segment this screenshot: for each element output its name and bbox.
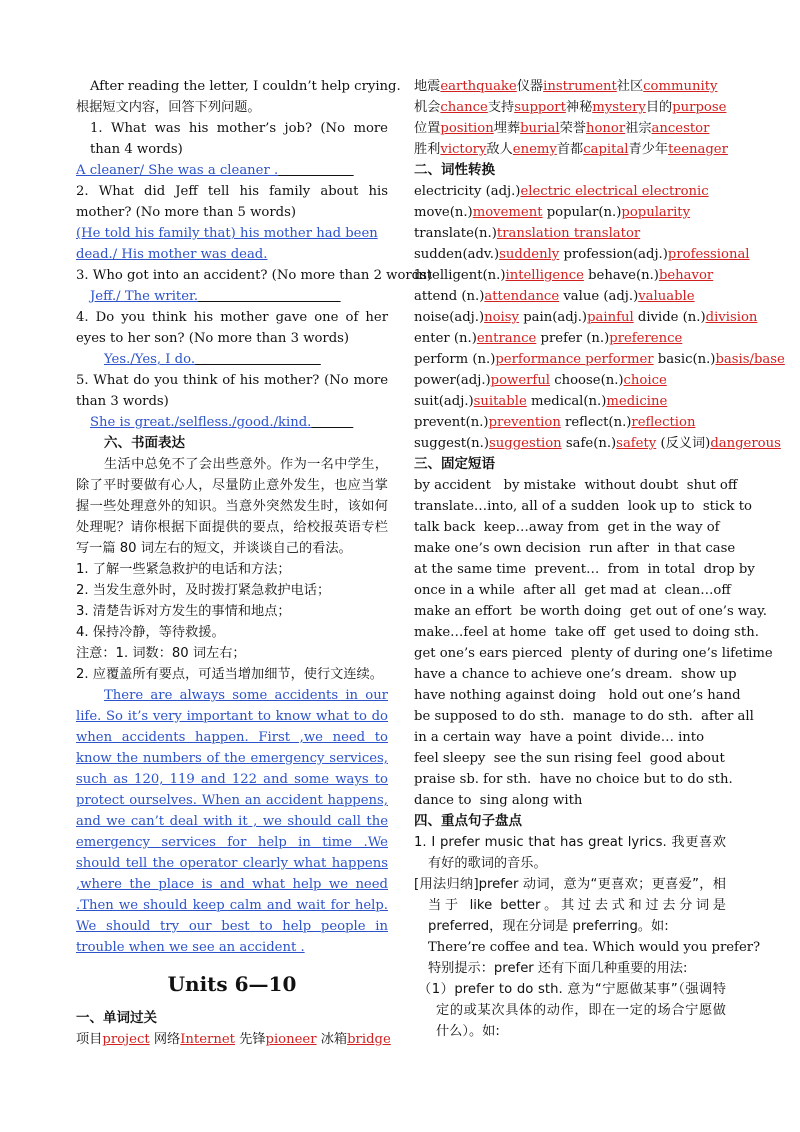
word-form-key: divide (n.) — [637, 310, 706, 325]
point-3: 3. 清楚告诉对方发生的事情和地点； — [76, 604, 291, 619]
vocab-en: honor — [586, 121, 626, 136]
vocab-en: community — [643, 79, 718, 94]
word-form-key: (反义词) — [660, 436, 711, 451]
word-form-row — [414, 391, 726, 412]
word-form-key: prefer (n.) — [540, 331, 610, 346]
vocab-en: burial — [520, 121, 560, 136]
phrase-line: praise sb. for sth. have no choice but to do sth. — [414, 772, 733, 787]
answer-1: A cleaner/ She was a cleaner . — [76, 163, 279, 178]
units-title: Units 6—10 — [167, 972, 297, 996]
word-form-key: noise(adj.) — [414, 310, 485, 325]
word-form-answer: valuable — [638, 289, 695, 304]
word-form-answer: choice — [623, 373, 667, 388]
word-form-answer: basis/base — [715, 352, 785, 367]
word-form-key: perform (n.) — [414, 352, 496, 367]
vocab-en: support — [514, 100, 566, 115]
phrase-line: have nothing against doing hold out one’s hand — [414, 688, 741, 703]
question-1: 1. What was his mother’s job? (No more than 4 words) — [90, 121, 388, 157]
phrase-line: make…feel at home take off get used to doing sth. — [414, 625, 759, 640]
sentence-1-example: There’re coffee and tea. Which would you prefer? — [428, 940, 761, 955]
vocab-rows — [414, 76, 726, 160]
section-3-title: 三、固定短语 — [414, 456, 495, 472]
word-form-answer: performance performer — [495, 352, 654, 367]
sentence-1-usage: [用法归纳]prefer 动词，意为“更喜欢；更喜爱”，相当于 like better。其过去式和过去分词是 preferred，现在分词是 preferring。如: — [414, 877, 726, 934]
word-form-answer: medicine — [606, 394, 668, 409]
word-form-key: safe(n.) — [565, 436, 617, 451]
phrase-line: dance to sing along with — [414, 793, 583, 808]
vocab-cn: 先锋 — [239, 1032, 266, 1047]
word-form-answer: attendance — [484, 289, 560, 304]
vocab-cn: 胜利 — [414, 142, 441, 157]
vocab-cn: 支持 — [487, 100, 515, 115]
word-form-answer: electric electrical electronic — [520, 184, 709, 199]
word-form-key: power(adj.) — [414, 373, 491, 388]
word-form-key: pain(adj.) — [523, 310, 588, 325]
word-form-answer: suggestion — [489, 436, 562, 451]
word-form-answer: painful — [587, 310, 634, 325]
word-form-row — [414, 412, 726, 433]
word-form-key: medical(n.) — [530, 394, 607, 409]
phrase-line: feel sleepy see the sun rising feel good about — [414, 751, 725, 766]
task-line: 根据短文内容，回答下列问题。 — [76, 100, 261, 115]
word-form-key: move(n.) — [414, 205, 473, 220]
section-1-title: 一、单词过关 — [76, 1010, 157, 1026]
sentence-1-point-1: （1）prefer to do sth. 意为“宁愿做某事”（强调特定的或某次具体的动作，即在一定的场合宁愿做什么）。如: — [418, 982, 726, 1039]
vocab-cn: 社区 — [616, 79, 644, 94]
point-1: 1. 了解一些紧急救护的电话和方法； — [76, 562, 291, 577]
phrase-line: once in a while after all get mad at clean…off — [414, 583, 731, 598]
vocab-en: pioneer — [265, 1032, 317, 1047]
vocab-en: mystery — [592, 100, 646, 115]
word-form-key: popular(n.) — [546, 205, 622, 220]
intro-line: After reading the letter, I couldn’t help crying. — [90, 79, 401, 94]
word-form-key: choose(n.) — [554, 373, 624, 388]
word-form-answer: behavor — [658, 268, 714, 283]
question-5: 5. What do you think of his mother? (No more than 3 words) — [76, 373, 388, 409]
vocab-en: earthquake — [440, 79, 517, 94]
phrase-line: be supposed to do sth. manage to do sth. after all — [414, 709, 754, 724]
word-form-answer: suddenly — [499, 247, 560, 262]
word-form-answer: safety — [616, 436, 657, 451]
vocab-cn: 祖宗 — [625, 121, 652, 136]
point-4: 4. 保持冷静，等待救援。 — [76, 625, 225, 640]
vocab-cn: 青少年 — [628, 142, 669, 157]
question-2: 2. What did Jeff tell his family about his mother? (No more than 5 words) — [76, 184, 388, 220]
vocab-cn: 项目 — [76, 1032, 103, 1047]
phrase-line: make one’s own decision run after in that case — [414, 541, 736, 556]
word-form-answer: division — [705, 310, 758, 325]
phrase-line: have a chance to achieve one’s dream. show up — [414, 667, 737, 682]
word-form-answer: dangerous — [710, 436, 781, 451]
vocab-row — [414, 118, 726, 139]
word-form-key: sudden(adv.) — [414, 247, 500, 262]
vocab-en: position — [440, 121, 494, 136]
word-form-key: behave(n.) — [588, 268, 659, 283]
phrase-line: make an effort be worth doing get out of one’s way. — [414, 604, 767, 619]
word-form-answer: popularity — [621, 205, 691, 220]
vocab-line-1 — [76, 1029, 391, 1050]
word-form-key: attend (n.) — [414, 289, 485, 304]
question-4: 4. Do you think his mother gave one of her eyes to her son? (No more than 3 words) — [76, 310, 388, 346]
right-column — [414, 76, 785, 1042]
phrase-list — [414, 475, 773, 811]
phrase-line: translate…into, all of a sudden look up to stick to — [414, 499, 752, 514]
note-1: 注意：1. 词数：80 词左右； — [76, 646, 246, 661]
vocab-cn: 敌人 — [486, 142, 513, 157]
word-form-row — [414, 433, 781, 454]
writing-prompt: 生活中总免不了会出些意外。作为一名中学生，除了平时要做有心人，尽量防止意外发生，也应当掌握一些处理意外的知识。当意外突然发生时，该如何处理呢？请你根据下面提供的要点，给校报英语专栏写一篇 80 词左右的短文，并谈谈自己的看法。 — [76, 457, 388, 556]
word-form-answer: translation translator — [496, 226, 641, 241]
vocab-en: victory — [440, 142, 487, 157]
sentence-1: 1. I prefer music that has great lyrics. 我更喜欢有好的歌词的音乐。 — [414, 835, 726, 871]
word-form-row — [414, 307, 758, 328]
answer-4: Yes./Yes, I do. — [104, 352, 196, 367]
word-form-key: translate(n.) — [414, 226, 497, 241]
vocab-cn: 机会 — [414, 100, 441, 115]
phrase-line: in a certain way have a point divide… into — [414, 730, 705, 745]
word-form-key: value (adj.) — [563, 289, 639, 304]
note-2: 2. 应覆盖所有要点，可适当增加细节，使行文连续。 — [76, 667, 383, 682]
word-form-answer: preference — [609, 331, 683, 346]
word-form-row — [414, 223, 726, 244]
vocab-cn: 神秘 — [565, 100, 593, 115]
vocab-en: instrument — [543, 79, 617, 94]
word-form-row — [414, 370, 726, 391]
vocab-cn: 地震 — [414, 79, 441, 94]
phrase-line: talk back keep…away from get in the way of — [414, 520, 720, 535]
phrase-line: by accident by mistake without doubt shut off — [414, 478, 738, 493]
vocab-cn: 荣誉 — [559, 121, 586, 136]
section-2-title: 二、词性转换 — [414, 162, 495, 178]
vocab-en: project — [102, 1032, 150, 1047]
word-form-key: reflect(n.) — [565, 415, 632, 430]
answer-3: Jeff./ The writer. — [90, 289, 199, 304]
vocab-en: Internet — [180, 1032, 235, 1047]
word-form-row — [414, 244, 750, 265]
answer-2: (He told his family that) his mother had been dead./ His mother was dead. — [76, 226, 378, 262]
vocab-cn: 冰箱 — [320, 1032, 348, 1047]
vocab-en: capital — [583, 142, 629, 157]
word-form-key: basic(n.) — [657, 352, 716, 367]
vocab-cn: 首都 — [556, 142, 584, 157]
word-form-key: suit(adj.) — [414, 394, 474, 409]
sentence-1-tip: 特别提示：prefer 还有下面几种重要的用法: — [428, 961, 688, 976]
vocab-en: bridge — [347, 1032, 391, 1047]
vocab-cn: 埋葬 — [493, 121, 521, 136]
word-form-key: profession(adj.) — [563, 247, 668, 262]
model-essay: There are always some accidents in our life. So it’s very important to know what to do when accidents happen. First ,we need to know the numbers of the emergency services, such as 120, 119 and 122 and some ways to protect ourselves. When an accident happens, and we can’t deal with it , we should call the emergency services for help in time .We should tell the operator clearly what happens ,where the place is and what help we need .Then we should keep calm and wait for help. We should try our best to help people in trouble when we see an accident . — [76, 688, 388, 955]
vocab-en: teenager — [668, 142, 728, 157]
word-form-answer: movement — [472, 205, 543, 220]
question-3: 3. Who got into an accident? (No more than 2 words) — [76, 268, 433, 283]
point-2: 2. 当发生意外时，及时拨打紧急救护电话； — [76, 583, 331, 598]
word-form-key: prevent(n.) — [414, 415, 489, 430]
vocab-en: chance — [440, 100, 488, 115]
vocab-en: purpose — [672, 100, 727, 115]
word-form-row — [414, 265, 726, 286]
section-4-title: 四、重点句子盘点 — [414, 813, 522, 829]
vocab-cn: 位置 — [414, 121, 441, 136]
word-form-row — [414, 349, 785, 370]
word-form-row — [414, 286, 726, 307]
vocab-row — [414, 97, 726, 118]
word-form-key: electricity (adj.) — [414, 184, 521, 199]
word-form-answer: suitable — [473, 394, 527, 409]
word-form-answer: professional — [667, 247, 750, 262]
vocab-cn: 目的 — [645, 100, 673, 115]
vocab-cn: 网络 — [153, 1032, 181, 1047]
word-form-answer: entrance — [476, 331, 537, 346]
word-form-answer: intelligence — [505, 268, 584, 283]
phrase-line: at the same time prevent… from in total drop by — [414, 562, 755, 577]
word-form-answer: prevention — [488, 415, 561, 430]
vocab-row — [414, 76, 726, 97]
word-form-answer: reflection — [631, 415, 696, 430]
vocab-row — [414, 139, 726, 160]
word-form-key: suggest(n.) — [414, 436, 489, 451]
answer-5: She is great./selfless./good./kind. — [90, 415, 312, 430]
word-form-key: intelligent(n.) — [414, 268, 506, 283]
vocab-en: enemy — [512, 142, 557, 157]
word-form-row — [414, 328, 726, 349]
word-form-row — [414, 181, 726, 202]
word-form-list — [414, 181, 785, 454]
word-form-answer: noisy — [484, 310, 519, 325]
word-form-answer: powerful — [490, 373, 551, 388]
word-form-row — [414, 202, 726, 223]
vocab-cn: 仪器 — [516, 79, 544, 94]
section-6-title: 六、书面表达 — [104, 435, 185, 451]
word-form-key: enter (n.) — [414, 331, 477, 346]
phrase-line: get one’s ears pierced plenty of during one’s lifetime — [414, 646, 773, 661]
vocab-en: ancestor — [651, 121, 710, 136]
